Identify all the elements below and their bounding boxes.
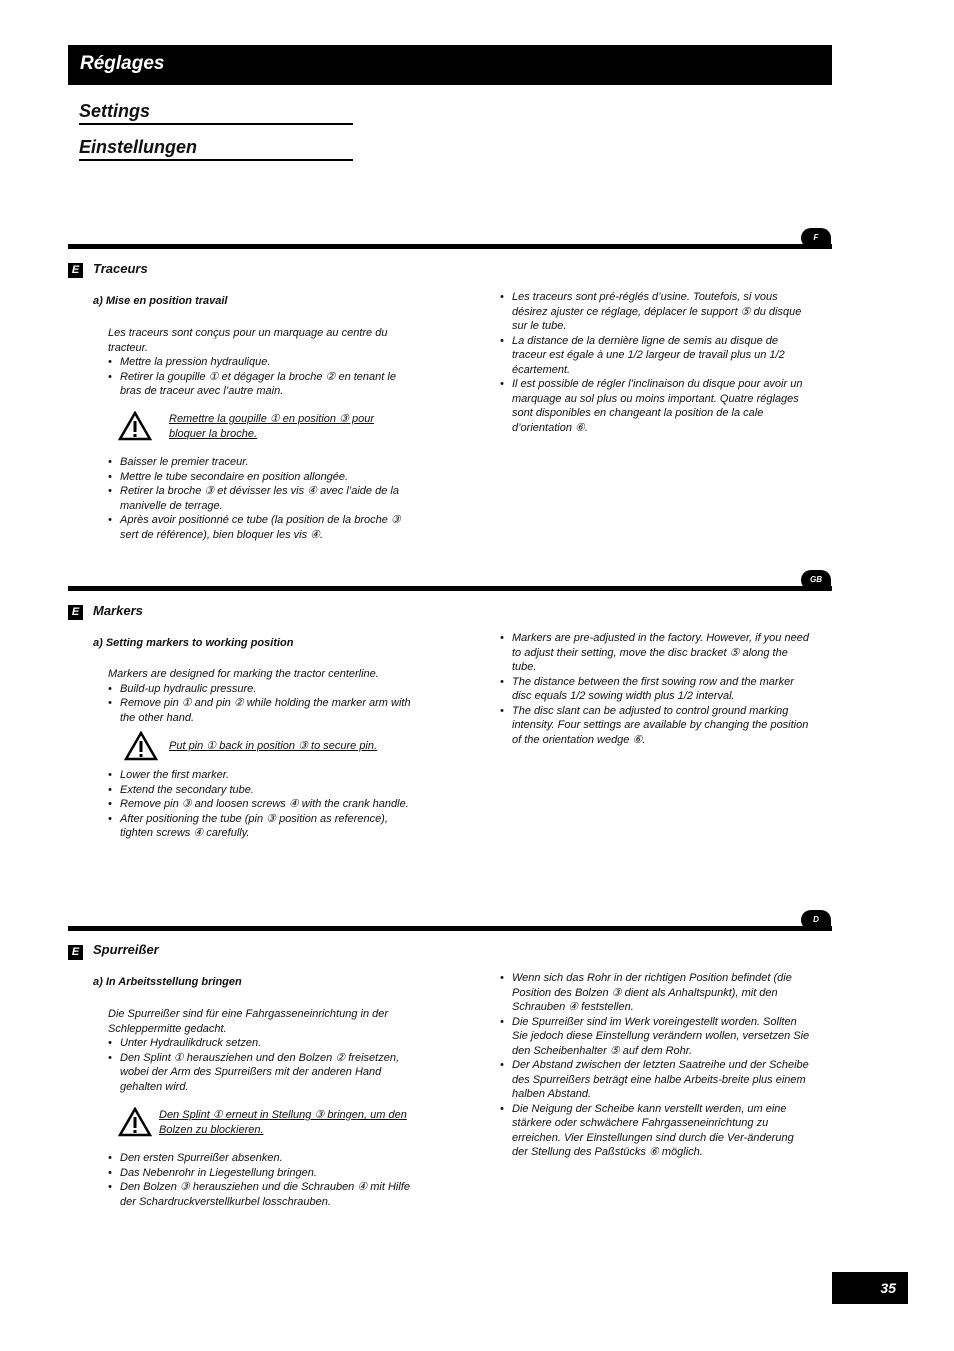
bullet-list	[500, 631, 812, 747]
list-item: • Après avoir positionné ce tube (la position de la broche ③ sert de référence), bien bloquer les vis ④.	[108, 513, 420, 542]
list-item: • The distance between the first sowing row and the marker disc equals 1/2 sowing width plus 1/2 interval.	[500, 675, 812, 704]
section-title-spurreisser: Spurreißer	[93, 942, 159, 957]
left-column-block-1	[108, 667, 420, 725]
section-title-traceurs: Traceurs	[93, 261, 148, 276]
subheading: a) Mise en position travail	[93, 295, 228, 307]
section-rule-f	[68, 244, 832, 249]
warning-triangle-icon	[118, 411, 152, 441]
left-column-block-2	[108, 768, 420, 841]
warning-triangle-icon	[124, 731, 158, 761]
list-item: • Den Bolzen ③ herausziehen und die Schrauben ④ mit Hilfe der Schardruckverstellkurbel losschrauben.	[108, 1180, 420, 1209]
list-item: • Markers are pre-adjusted in the factory. However, if you need to adjust their setting, move the disc bracket ⑤ along the tube.	[500, 631, 812, 675]
list-item: • Die Neigung der Scheibe kann verstellt werden, um eine stärkere oder schwächere Fahrgasseneinrichtung zu erreichen. Vier Einstellungen sind durch die Ver-änderung der Stellung des Paßstücks ⑥ möglich.	[500, 1102, 812, 1160]
intro-text: Les traceurs sont conçus pour un marquage au centre du tracteur.	[108, 327, 388, 354]
intro-text: Die Spurreißer sind für eine Fahrgasseneinrichtung in der Schleppermitte gedacht.	[108, 1008, 389, 1035]
section-rule-gb	[68, 586, 832, 591]
warning-text: Den Splint ① erneut in Stellung ③ bringen, um den Bolzen zu blockieren.	[159, 1109, 407, 1136]
right-column-block	[500, 290, 812, 435]
language-tag-gb: GB	[801, 570, 831, 590]
subheading: a) Setting markers to working position	[93, 637, 294, 649]
list-item: • Baisser le premier traceur.	[108, 455, 420, 470]
left-column-block-1	[108, 1007, 420, 1094]
section-title-markers: Markers	[93, 603, 143, 618]
list-item: • Unter Hydraulikdruck setzen.	[108, 1036, 420, 1051]
list-item: • Retirer la goupille ① et dégager la broche ② en tenant le bras de traceur avec l’autre main.	[108, 370, 420, 399]
bullet-list	[500, 971, 812, 1160]
page-title-bar	[68, 45, 832, 85]
left-column-block-2	[108, 1151, 420, 1209]
bullet-list	[108, 682, 420, 726]
bullet-list	[108, 355, 420, 399]
right-column-block	[500, 971, 812, 1160]
list-item: • Build-up hydraulic pressure.	[108, 682, 420, 697]
list-item: • Extend the secondary tube.	[108, 783, 420, 798]
list-item: • Mettre la pression hydraulique.	[108, 355, 420, 370]
subheading: a) In Arbeitsstellung bringen	[93, 976, 242, 988]
list-item: • Lower the first marker.	[108, 768, 420, 783]
list-item: • Mettre le tube secondaire en position allongée.	[108, 470, 420, 485]
page-number: 35	[832, 1272, 908, 1304]
bullet-list	[500, 290, 812, 435]
section-rule-d	[68, 926, 832, 931]
section-marker-box: E	[68, 605, 83, 620]
list-item: • Retirer la broche ③ et dévisser les vis ④ avec l’aide de la manivelle de terrage.	[108, 484, 420, 513]
list-item: • Der Abstand zwischen der letzten Saatreihe und der Scheibe des Spurreißers beträgt eine halbe Arbeits-breite plus einem halben Abstand.	[500, 1058, 812, 1102]
language-tag-f: F	[801, 228, 831, 248]
list-item: • Les traceurs sont pré-réglés d’usine. Toutefois, si vous désirez ajuster ce réglage, déplacer le support ⑤ du disque sur le tube.	[500, 290, 812, 334]
left-column-block-1	[108, 326, 420, 399]
list-item: • After positioning the tube (pin ③ position as reference), tighten screws ④ carefully.	[108, 812, 420, 841]
list-item: • The disc slant can be adjusted to control ground marking intensity. Four settings are available by changing the position of the orientation wedge ⑥.	[500, 704, 812, 748]
bullet-list	[108, 455, 420, 542]
subtitle-english: Settings	[79, 101, 353, 125]
list-item: • Wenn sich das Rohr in der richtigen Position befindet (die Position des Bolzen ③ dient als Anhaltspunkt), mit den Schrauben ④ feststellen.	[500, 971, 812, 1015]
warning-triangle-icon	[118, 1107, 152, 1137]
right-column-block	[500, 631, 812, 747]
section-marker-box: E	[68, 263, 83, 278]
bullet-list	[108, 1036, 420, 1094]
list-item: • Il est possible de régler l’inclinaison du disque pour avoir un marquage au sol plus ou moins important. Quatre réglages sont disponibles en changeant la position de la cale d’orientation ⑥.	[500, 377, 812, 435]
list-item: • La distance de la dernière ligne de semis au disque de traceur est égale à une 1/2 largeur de travail plus un 1/2 écartement.	[500, 334, 812, 378]
intro-text: Markers are designed for marking the tractor centerline.	[108, 668, 379, 680]
warning-text: Put pin ① back in position ③ to secure pin.	[169, 740, 378, 752]
list-item: • Den ersten Spurreißer absenken.	[108, 1151, 420, 1166]
list-item: • Remove pin ① and pin ② while holding the marker arm with the other hand.	[108, 696, 420, 725]
page-title: Réglages	[80, 53, 165, 74]
section-marker-box: E	[68, 945, 83, 960]
bullet-list	[108, 768, 420, 841]
left-column-block-2	[108, 455, 420, 542]
list-item: • Remove pin ③ and loosen screws ④ with the crank handle.	[108, 797, 420, 812]
list-item: • Das Nebenrohr in Liegestellung bringen.	[108, 1166, 420, 1181]
warning-text: Remettre la goupille ① en position ③ pour bloquer la broche.	[169, 413, 374, 440]
language-tag-d: D	[801, 910, 831, 930]
list-item: • Den Splint ① herausziehen und den Bolzen ② freisetzen, wobei der Arm des Spurreißers mit der anderen Hand gehalten wird.	[108, 1051, 420, 1095]
list-item: • Die Spurreißer sind im Werk voreingestellt worden. Sollten Sie jedoch diese Einstellung verändern wollen, versetzen Sie den Scheibenhalter ⑤ auf dem Rohr.	[500, 1015, 812, 1059]
subtitle-german: Einstellungen	[79, 137, 353, 161]
bullet-list	[108, 1151, 420, 1209]
